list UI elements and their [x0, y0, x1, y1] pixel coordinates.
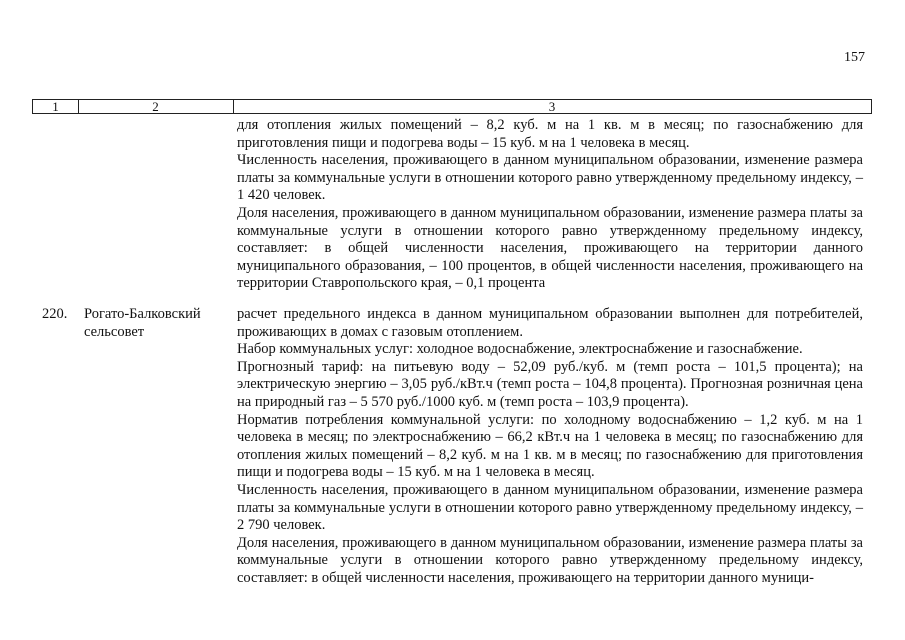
column-header-2: 2	[78, 100, 234, 113]
paragraph: Численность населения, проживающего в данном муниципальном образовании, изменение размера платы за коммунальные услуги в отношении которого равно утвержденному предельному индексу, – 1 420 человек.	[237, 152, 863, 204]
paragraph: Доля населения, проживающего в данном муниципальном образовании, изменение размера платы за коммунальные услуги в отношении которого равно утвержденному предельному индексу, составляет: в общей численности населения, проживающего на территории данного муници-	[237, 534, 863, 586]
paragraph: Набор коммунальных услуг: холодное водоснабжение, электроснабжение и газоснабжение.	[237, 341, 803, 358]
entry-number: 220.	[42, 306, 68, 322]
paragraph: Численность населения, проживающего в данном муниципальном образовании, изменение размера платы за коммунальные услуги в отношении которого равно утвержденному предельному индексу, – 2 790 человек.	[237, 481, 863, 534]
column-header-3: 3	[548, 99, 556, 114]
municipality-name-line: сельсовет	[84, 323, 145, 340]
paragraph: Доля населения, проживающего в данном муниципальном образовании, изменение размера платы за коммунальные услуги в отношении которого равно утвержденному предельному индексу, составляет: в общей численности населения, проживающего на территории данного муниципального образования, – 100 процентов, в общей численности населения, проживающего на территории Ставропольского края, – 0,1 процента	[237, 204, 863, 292]
table-header-row	[32, 99, 872, 114]
entry-220-text	[237, 306, 863, 588]
paragraph: расчет предельного индекса в данном муниципальном образовании выполнен для потребителей, проживающих в домах с газовым отоплением.	[237, 306, 863, 340]
column-header-1: 1	[33, 100, 79, 113]
paragraph: Прогнозный тариф: на питьевую воду – 52,09 руб./куб. м (темп роста – 101,5 процента); на электрическую энергию – 3,05 руб./кВт.ч (темп роста – 104,8 процента). Прогнозная розничная цена на природный газ – 5 570 руб./1000 куб. м (темп роста – 103,9 процента).	[237, 358, 863, 410]
municipality-name-line: Рогато-Балковский	[84, 306, 201, 322]
continued-entry-text	[237, 117, 863, 293]
paragraph: для отопления жилых помещений – 8,2 куб. м на 1 кв. м в месяц; по газоснабжению для приготовления пищи и подогрева воды – 15 куб. м на 1 человека в месяц.	[237, 117, 863, 151]
paragraph: Норматив потребления коммунальной услуги: по холодному водоснабжению – 1,2 куб. м на 1 человека в месяц; по электроснабжению – 66,2 кВт.ч на 1 человека в месяц; по газоснабжению для отопления жилых помещений – 8,2 куб. м на 1 кв. м в месяц; по газоснабжению для приготовления пищи и подогрева воды – 15 куб. м на 1 человека в месяц.	[237, 411, 863, 481]
page-number: 157	[844, 50, 865, 65]
municipality-name	[84, 306, 229, 341]
